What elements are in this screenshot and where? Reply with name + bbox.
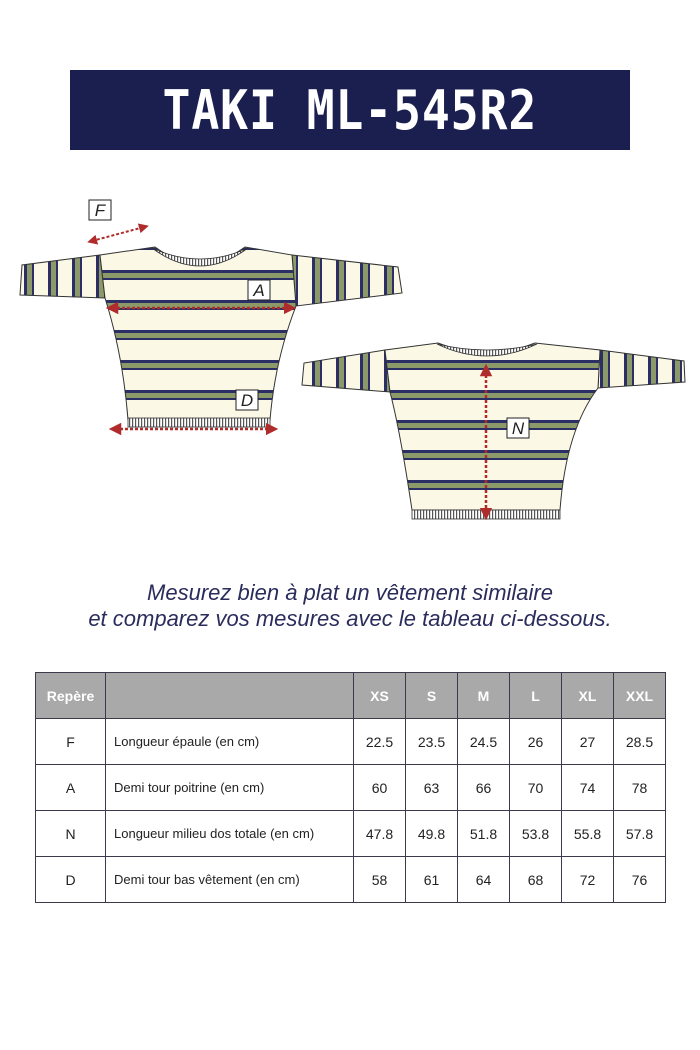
row-value: 23.5 bbox=[406, 719, 458, 765]
row-value: 55.8 bbox=[562, 811, 614, 857]
row-value: 53.8 bbox=[510, 811, 562, 857]
back-left-sleeve bbox=[302, 350, 390, 392]
row-value: 61 bbox=[406, 857, 458, 903]
row-value: 22.5 bbox=[354, 719, 406, 765]
row-value: 70 bbox=[510, 765, 562, 811]
row-value: 76 bbox=[614, 857, 666, 903]
row-desc: Demi tour poitrine (en cm) bbox=[106, 765, 354, 811]
size-chart-table bbox=[35, 672, 666, 903]
row-value: 26 bbox=[510, 719, 562, 765]
row-ref: N bbox=[36, 811, 106, 857]
header-size: L bbox=[510, 673, 562, 719]
back-right-sleeve bbox=[598, 350, 685, 388]
row-ref: D bbox=[36, 857, 106, 903]
header-size: M bbox=[458, 673, 510, 719]
back-body bbox=[385, 343, 600, 510]
arrow-F bbox=[92, 227, 144, 241]
row-value: 64 bbox=[458, 857, 510, 903]
table-row bbox=[36, 857, 666, 903]
table-row bbox=[36, 765, 666, 811]
front-view bbox=[20, 200, 402, 429]
front-body bbox=[100, 247, 296, 420]
label-F: F bbox=[94, 201, 106, 220]
instructions-line-2: et comparez vos mesures avec le tableau ci-dessous. bbox=[88, 606, 612, 631]
row-value: 66 bbox=[458, 765, 510, 811]
header-desc bbox=[106, 673, 354, 719]
row-value: 63 bbox=[406, 765, 458, 811]
row-value: 78 bbox=[614, 765, 666, 811]
measurement-instructions bbox=[0, 580, 700, 632]
table-header-row bbox=[36, 673, 666, 719]
row-value: 57.8 bbox=[614, 811, 666, 857]
title-banner bbox=[70, 70, 630, 150]
back-view bbox=[302, 343, 685, 519]
label-D: D bbox=[240, 391, 254, 410]
row-value: 28.5 bbox=[614, 719, 666, 765]
row-value: 72 bbox=[562, 857, 614, 903]
row-desc: Longueur épaule (en cm) bbox=[106, 719, 354, 765]
row-value: 24.5 bbox=[458, 719, 510, 765]
row-value: 27 bbox=[562, 719, 614, 765]
table-row bbox=[36, 811, 666, 857]
row-ref: F bbox=[36, 719, 106, 765]
page-title: TAKI ML-545R2 bbox=[162, 78, 538, 142]
front-left-sleeve bbox=[20, 255, 105, 298]
header-size: XS bbox=[354, 673, 406, 719]
front-hem-band bbox=[128, 418, 270, 427]
row-value: 68 bbox=[510, 857, 562, 903]
header-size: XXL bbox=[614, 673, 666, 719]
header-ref: Repère bbox=[36, 673, 106, 719]
garment-diagram bbox=[0, 180, 700, 540]
row-desc: Longueur milieu dos totale (en cm) bbox=[106, 811, 354, 857]
label-A: A bbox=[253, 281, 265, 300]
row-value: 47.8 bbox=[354, 811, 406, 857]
instructions-line-1: Mesurez bien à plat un vêtement similaire bbox=[147, 580, 553, 605]
row-ref: A bbox=[36, 765, 106, 811]
label-N: N bbox=[511, 419, 525, 438]
row-value: 49.8 bbox=[406, 811, 458, 857]
row-value: 58 bbox=[354, 857, 406, 903]
row-value: 60 bbox=[354, 765, 406, 811]
front-right-sleeve bbox=[292, 255, 402, 306]
row-desc: Demi tour bas vêtement (en cm) bbox=[106, 857, 354, 903]
row-value: 74 bbox=[562, 765, 614, 811]
table-row bbox=[36, 719, 666, 765]
header-size: XL bbox=[562, 673, 614, 719]
header-size: S bbox=[406, 673, 458, 719]
row-value: 51.8 bbox=[458, 811, 510, 857]
